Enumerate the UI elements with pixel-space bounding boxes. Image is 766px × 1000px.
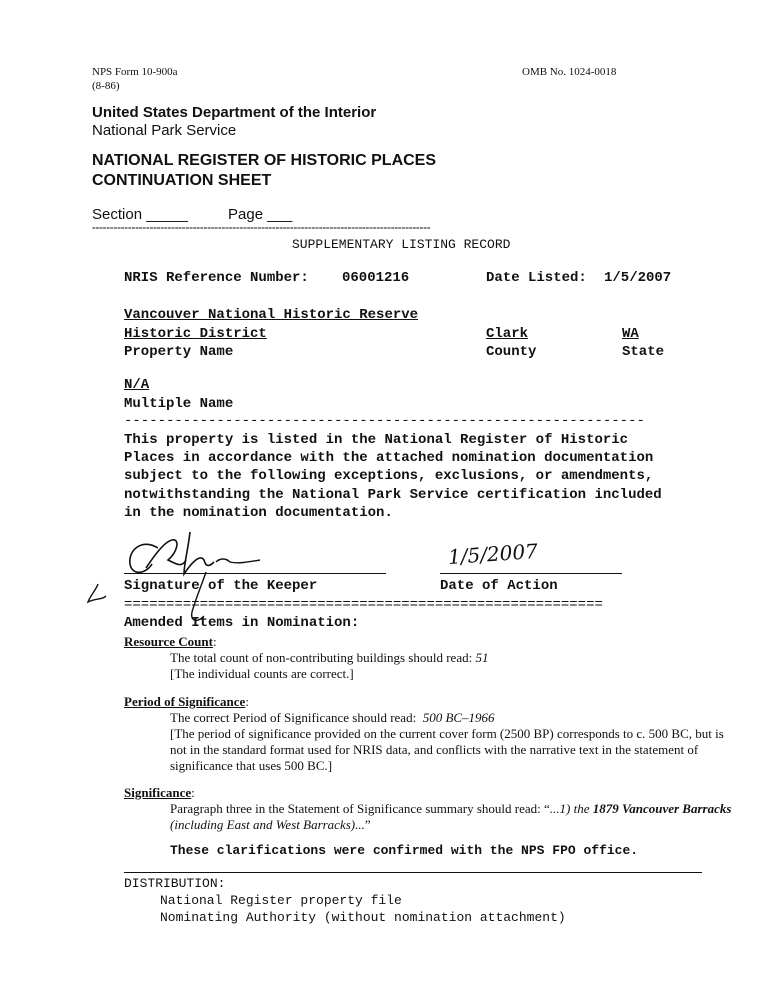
statement-line: This property is listed in the National Register of Historic bbox=[124, 432, 629, 448]
significance-close-quote: ” bbox=[364, 817, 371, 832]
county-label: County bbox=[486, 344, 537, 360]
resource-count-line bbox=[170, 650, 488, 666]
distribution-item: National Register property file bbox=[160, 893, 402, 908]
property-name-line2: Historic District bbox=[124, 326, 267, 342]
period-heading bbox=[124, 694, 249, 710]
significance-colon: : bbox=[191, 785, 195, 800]
significance-heading-text: Significance bbox=[124, 785, 192, 800]
resource-count-text: The total count of non-contributing buildings should read: bbox=[170, 650, 476, 665]
header-double-rule: ============================================================================================== bbox=[92, 226, 431, 232]
distribution-label: DISTRIBUTION: bbox=[124, 876, 226, 891]
significance-line1 bbox=[170, 801, 731, 817]
period-note-line: not in the standard format used for NRIS data, and conflicts with the narrative text in the statement of bbox=[170, 742, 699, 757]
statement-line: in the nomination documentation. bbox=[124, 505, 393, 521]
resource-count-note: [The individual counts are correct.] bbox=[170, 666, 354, 681]
multiple-name-label: Multiple Name bbox=[124, 396, 234, 412]
resource-count-heading-text: Resource Count bbox=[124, 634, 213, 649]
signature-line bbox=[124, 573, 386, 574]
agency-name: National Park Service bbox=[92, 122, 237, 139]
period-colon: : bbox=[245, 694, 249, 709]
resource-count-value: 51 bbox=[475, 650, 489, 665]
nris-number: 06001216 bbox=[342, 270, 410, 286]
period-text: The correct Period of Significance should read: bbox=[170, 710, 423, 725]
statement-line: subject to the following exceptions, exclusions, or amendments, bbox=[124, 468, 654, 484]
omb-number: OMB No. 1024-0018 bbox=[522, 66, 617, 78]
significance-italic: ...1) the bbox=[549, 801, 593, 816]
record-title: SUPPLEMENTARY LISTING RECORD bbox=[292, 237, 511, 252]
form-number: NPS Form 10-900a bbox=[92, 66, 178, 78]
period-heading-text: Period of Significance bbox=[124, 694, 246, 709]
property-name-line1: Vancouver National Historic Reserve bbox=[124, 307, 419, 323]
resource-count-heading bbox=[124, 634, 217, 650]
page-field: Page ___ bbox=[228, 206, 293, 223]
statement-line: Places in accordance with the attached nomination documentation bbox=[124, 450, 654, 466]
dash-rule: -------------------------------------------------------------- bbox=[124, 413, 645, 429]
county-value: Clark bbox=[486, 326, 529, 342]
state-value: WA bbox=[622, 326, 639, 342]
department-name: United States Department of the Interior bbox=[92, 104, 377, 121]
multiple-name-value: N/A bbox=[124, 377, 150, 393]
period-value: 500 BC–1966 bbox=[422, 710, 495, 725]
date-line bbox=[440, 573, 622, 574]
significance-heading bbox=[124, 785, 195, 801]
distribution-rule bbox=[124, 872, 702, 873]
significance-text: Paragraph three in the Statement of Significance summary should read: “ bbox=[170, 801, 550, 816]
handwritten-action-date: 1/5/2007 bbox=[447, 538, 539, 570]
significance-italic-2: (including East and West Barracks)... bbox=[170, 817, 365, 832]
state-label: State bbox=[622, 344, 665, 360]
period-note-line: significance that uses 500 BC.] bbox=[170, 758, 333, 773]
distribution-item: Nominating Authority (without nomination attachment) bbox=[160, 910, 566, 925]
date-listed-value: 1/5/2007 bbox=[604, 270, 672, 286]
signature-label: Signature of the Keeper bbox=[124, 578, 318, 594]
date-of-action-label: Date of Action bbox=[440, 578, 558, 594]
significance-bold-italic: 1879 Vancouver Barracks bbox=[592, 801, 732, 816]
date-listed-label: Date Listed: bbox=[486, 270, 587, 286]
nris-label: NRIS Reference Number: bbox=[124, 270, 309, 286]
section-field: Section _____ bbox=[92, 206, 188, 223]
form-title-line2: CONTINUATION SHEET bbox=[92, 172, 272, 189]
eq-rule: ========================================================= bbox=[124, 597, 603, 613]
period-line bbox=[170, 710, 495, 726]
period-note-line: [The period of significance provided on the current cover form (2500 BP) corresponds to c. 500 BC, but is bbox=[170, 726, 724, 741]
clarification-note: These clarifications were confirmed with the NPS FPO office. bbox=[170, 843, 639, 858]
property-name-label: Property Name bbox=[124, 344, 234, 360]
statement-line: notwithstanding the National Park Service certification included bbox=[124, 487, 662, 503]
form-date: (8-86) bbox=[92, 80, 120, 92]
amended-items-title: Amended Items in Nomination: bbox=[124, 615, 360, 631]
significance-line2 bbox=[170, 817, 371, 833]
form-title-line1: NATIONAL REGISTER OF HISTORIC PLACES bbox=[92, 152, 437, 169]
keeper-signature bbox=[80, 520, 400, 630]
resource-count-colon: : bbox=[212, 634, 217, 649]
